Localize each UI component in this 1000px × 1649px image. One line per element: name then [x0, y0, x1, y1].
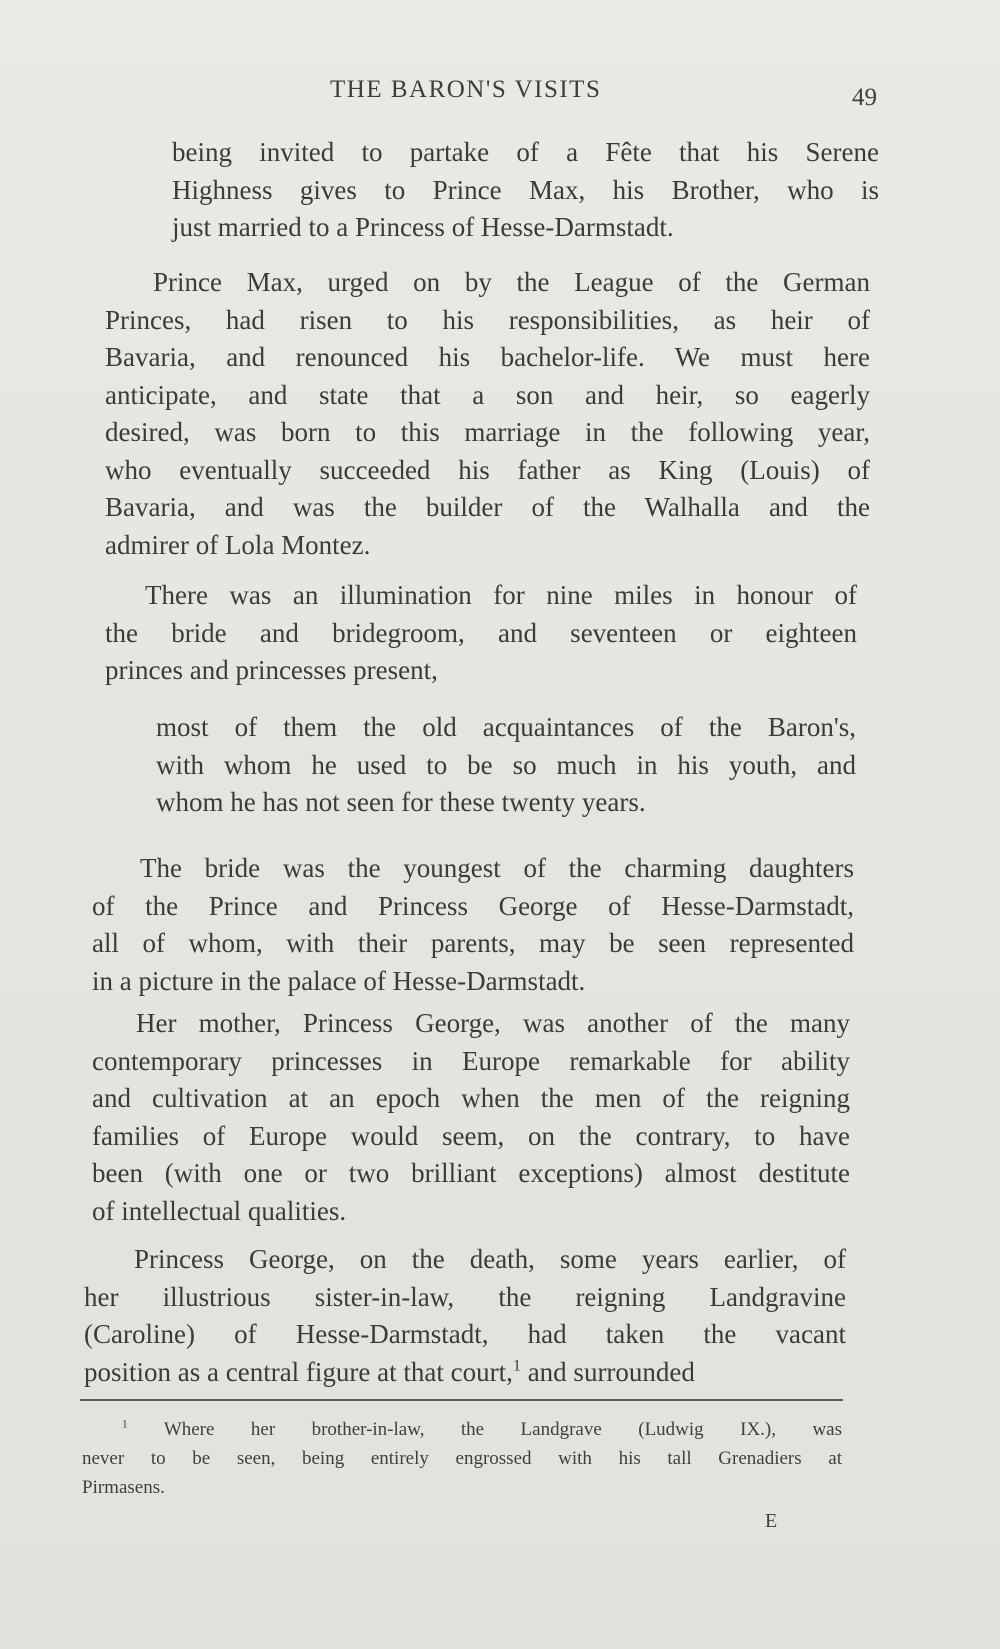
text-line: The bride was the youngest of the charming daughters [140, 853, 854, 883]
page-number: 49 [852, 84, 877, 111]
text-line: whom he has not seen for these twenty years. [156, 787, 646, 817]
text-line: been (with one or two brilliant exceptions) almost destitute [92, 1158, 850, 1188]
text-line: who eventually succeeded his father as King (Louis) of [105, 454, 870, 485]
text-line: Her mother, Princess George, was another of the many [136, 1008, 850, 1038]
text-line: desired, was born to this marriage in the following year, [105, 417, 870, 447]
text-line: (Caroline) of Hesse-Darmstadt, had taken the vacant [84, 1319, 846, 1349]
quoted-passage-2 [156, 709, 856, 822]
text-fragment: position as a central figure at that court, [84, 1356, 513, 1387]
paragraph-3 [92, 850, 854, 1000]
text-line: with whom he used to be so much in his youth, and [156, 749, 856, 780]
quoted-passage-1 [172, 134, 879, 247]
text-line: contemporary princesses in Europe remarkable for ability [92, 1045, 850, 1076]
text-line: being invited to partake of a Fête that his Serene [172, 137, 879, 167]
paragraph-5 [84, 1241, 846, 1391]
text-line: Prince Max, urged on by the League of the German [153, 267, 870, 297]
signature-mark: E [765, 1510, 778, 1532]
text-line: and cultivation at an epoch when the men of the reigning [92, 1083, 850, 1113]
footnote-text: Where her brother-in-law, the Landgrave (Ludwig IX.), was [163, 1419, 842, 1440]
footnote-line [82, 1415, 842, 1444]
text-line: the bride and bridegroom, and seventeen or eighteen [105, 617, 857, 648]
text-line: Princes, had risen to his responsibilities, as heir of [105, 304, 870, 335]
footnote-reference: 1 [512, 1355, 521, 1374]
text-line: all of whom, with their parents, may be seen represented [92, 928, 854, 958]
text-line: her illustrious sister-in-law, the reigning Landgravine [84, 1281, 846, 1312]
running-title: THE BARON'S VISITS [330, 76, 602, 103]
text-line: Princess George, on the death, some years earlier, of [134, 1244, 846, 1274]
text-line: Bavaria, and was the builder of the Walhalla and the [105, 492, 870, 522]
text-line: of the Prince and Princess George of Hesse-Darmstadt, [92, 890, 854, 921]
footnote-line: Pirmasens. [82, 1477, 165, 1498]
footnote-marker: 1 [122, 1418, 128, 1431]
paragraph-4 [92, 1005, 850, 1230]
text-line: Highness gives to Prince Max, his Brother, who is [172, 174, 879, 205]
text-line: anticipate, and state that a son and heir, so eagerly [105, 379, 870, 410]
paragraph-1 [105, 264, 870, 564]
footnote-divider [80, 1399, 843, 1401]
text-line: families of Europe would seem, on the contrary, to have [92, 1120, 850, 1151]
text-line: princes and princesses present, [105, 655, 438, 685]
text-line: most of them the old acquaintances of the Baron's, [156, 712, 856, 742]
text-line-with-footnote [84, 1354, 846, 1392]
footnote [82, 1415, 842, 1502]
text-line: in a picture in the palace of Hesse-Darmstadt. [92, 965, 586, 996]
text-line: of intellectual qualities. [92, 1195, 347, 1226]
text-line: admirer of Lola Montez. [105, 529, 371, 560]
footnote-line: never to be seen, being entirely engrossed with his tall Grenadiers at [82, 1448, 842, 1469]
text-fragment: and surrounded [520, 1356, 695, 1387]
text-line: There was an illumination for nine miles in honour of [145, 580, 857, 610]
text-line: Bavaria, and renounced his bachelor-life. We must here [105, 342, 870, 372]
paragraph-2 [105, 577, 857, 690]
text-line: just married to a Princess of Hesse-Darmstadt. [172, 212, 674, 242]
